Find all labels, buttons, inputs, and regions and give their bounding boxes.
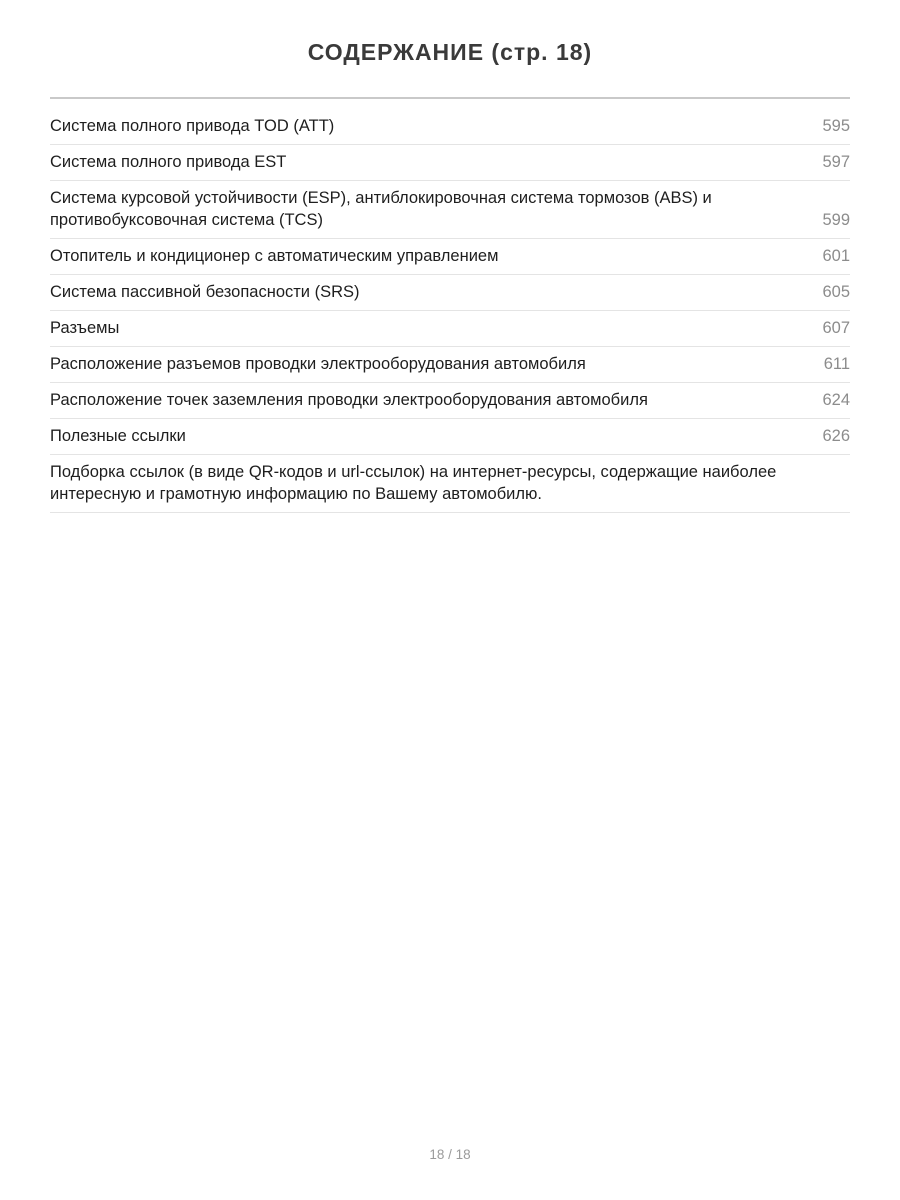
toc-entry-page-number: 597: [822, 153, 850, 171]
toc-row: [50, 181, 850, 239]
toc-row: [50, 347, 850, 383]
toc-entry-label: Система курсовой устойчивости (ESP), антиблокировочная система тормозов (ABS) и противобуксовочная система (TCS): [50, 189, 712, 229]
toc-entry-page-number: 605: [822, 283, 850, 301]
toc-entry-label: Разъемы: [50, 319, 120, 337]
toc-row: [50, 109, 850, 145]
toc-entry-label: Полезные ссылки: [50, 427, 186, 445]
toc-entry-page-number: 624: [822, 391, 850, 409]
toc-entry-label: Расположение точек заземления проводки электрооборудования автомобиля: [50, 391, 648, 409]
toc-entry-page-number: 595: [822, 117, 850, 135]
toc-row: [50, 311, 850, 347]
page-title: СОДЕРЖАНИЕ (стр. 18): [307, 39, 593, 65]
title-divider: [50, 97, 850, 99]
toc-entry-label: Расположение разъемов проводки электрооборудования автомобиля: [50, 355, 586, 373]
page-number-indicator: 18 / 18: [429, 1147, 471, 1162]
toc-entry-page-number: 607: [822, 319, 850, 337]
toc-entry-label: Отопитель и кондиционер с автоматическим управлением: [50, 247, 499, 265]
toc-row: [50, 275, 850, 311]
toc-row: [50, 383, 850, 419]
toc-list: [50, 109, 850, 513]
toc-row: [50, 145, 850, 181]
toc-row: [50, 239, 850, 275]
toc-entry-page-number: 611: [823, 355, 850, 373]
toc-row: [50, 455, 850, 513]
toc-entry-page-number: 626: [822, 427, 850, 445]
toc-entry-label: Система пассивной безопасности (SRS): [50, 283, 360, 301]
toc-content: [50, 0, 850, 513]
toc-entry-page-number: 599: [822, 211, 850, 229]
toc-entry-page-number: 601: [822, 247, 850, 265]
toc-row: [50, 419, 850, 455]
toc-entry-label: Система полного привода EST: [50, 153, 287, 171]
toc-entry-label: Система полного привода TOD (ATT): [50, 117, 335, 135]
toc-entry-label: Подборка ссылок (в виде QR-кодов и url-ссылок) на интернет-ресурсы, содержащие наиболее интересную и грамотную информацию по Вашему автомобилю.: [50, 463, 777, 503]
